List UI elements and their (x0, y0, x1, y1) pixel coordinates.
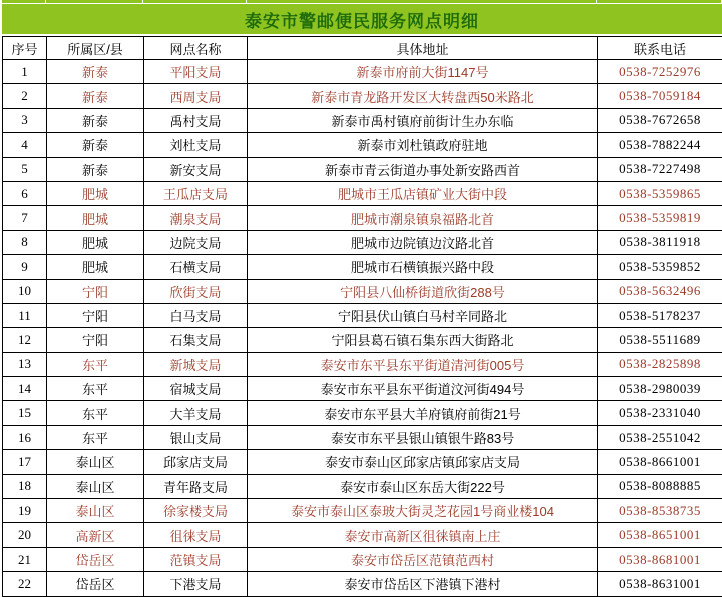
cell-address: 宁阳县伏山镇白马村辛同路北 (248, 303, 598, 327)
cell-district: 宁阳 (47, 303, 144, 327)
cell-district: 新泰 (47, 108, 144, 132)
cell-address: 宁阳县葛石镇石集东西大街路北 (248, 328, 598, 352)
table-row (3, 499, 722, 523)
cell-phone: 0538-5359865 (598, 181, 722, 205)
table-row (3, 206, 722, 230)
cell-phone: 0538-8661001 (598, 450, 722, 474)
cell-branch: 新安支局 (144, 157, 248, 181)
cell-address: 泰安市岱岳区范镇范西村 (248, 547, 598, 571)
cell-phone: 0538-5178237 (598, 303, 722, 327)
cell-address: 肥城市王瓜店镇矿业大街中段 (248, 181, 598, 205)
cell-district: 新泰 (47, 157, 144, 181)
cell-address: 新泰市府前大街1147号 (248, 60, 598, 84)
cell-branch: 青年路支局 (144, 474, 248, 498)
table-row (3, 547, 722, 571)
cell-branch: 下港支局 (144, 572, 248, 596)
cell-phone: 0538-5359819 (598, 206, 722, 230)
table-row (3, 108, 722, 132)
cell-phone: 0538-2980039 (598, 377, 722, 401)
cell-phone: 0538-2825898 (598, 352, 722, 376)
cell-no: 3 (3, 108, 47, 132)
table-row (3, 60, 722, 84)
cell-no: 11 (3, 303, 47, 327)
cell-no: 2 (3, 84, 47, 108)
cell-address: 宁阳县八仙桥街道欣街288号 (248, 279, 598, 303)
table-header (3, 37, 722, 60)
cell-no: 13 (3, 352, 47, 376)
strip-segment (46, 0, 142, 3)
cell-address: 泰安市泰山区邱家店镇邱家店支局 (248, 450, 598, 474)
cell-phone: 0538-7882244 (598, 133, 722, 157)
cell-phone: 0538-8088885 (598, 474, 722, 498)
cell-address: 肥城市石横镇振兴路中段 (248, 255, 598, 279)
table-body (3, 60, 722, 597)
cell-district: 东平 (47, 352, 144, 376)
cell-no: 17 (3, 450, 47, 474)
cell-phone: 0538-5511689 (598, 328, 722, 352)
cell-district: 肥城 (47, 181, 144, 205)
column-header-phone: 联系电话 (598, 37, 722, 60)
header-row (3, 37, 722, 60)
strip-segment (143, 0, 246, 3)
cell-branch: 西周支局 (144, 84, 248, 108)
cell-address: 泰安市泰山区泰玻大街灵芝花园1号商业楼104 (248, 499, 598, 523)
table-row (3, 84, 722, 108)
cell-address: 新泰市禹村镇府前街计生办东临 (248, 108, 598, 132)
cell-district: 肥城 (47, 230, 144, 254)
cell-district: 岱岳区 (47, 547, 144, 571)
cell-branch: 徂徕支局 (144, 523, 248, 547)
strip-segment (247, 0, 596, 3)
cell-phone: 0538-8681001 (598, 547, 722, 571)
cell-district: 新泰 (47, 60, 144, 84)
cell-branch: 宿城支局 (144, 377, 248, 401)
table-row (3, 303, 722, 327)
cell-no: 15 (3, 401, 47, 425)
cell-branch: 刘杜支局 (144, 133, 248, 157)
cell-district: 东平 (47, 401, 144, 425)
cell-no: 1 (3, 60, 47, 84)
cell-branch: 王瓜店支局 (144, 181, 248, 205)
cell-phone: 0538-5632496 (598, 279, 722, 303)
table-row (3, 157, 722, 181)
cell-district: 新泰 (47, 84, 144, 108)
cell-address: 泰安市东平县大羊府镇府前街21号 (248, 401, 598, 425)
column-header-address: 具体地址 (248, 37, 598, 60)
cell-no: 21 (3, 547, 47, 571)
table-row (3, 401, 722, 425)
cell-branch: 欣街支局 (144, 279, 248, 303)
column-header-no: 序号 (3, 37, 47, 60)
table-row (3, 474, 722, 498)
cell-phone: 0538-7227498 (598, 157, 722, 181)
cell-no: 9 (3, 255, 47, 279)
cell-district: 泰山区 (47, 474, 144, 498)
cell-phone: 0538-7059184 (598, 84, 722, 108)
cell-phone: 0538-8631001 (598, 572, 722, 596)
page-title: 泰安市警邮便民服务网点明细 (245, 11, 479, 31)
cell-phone: 0538-8538735 (598, 499, 722, 523)
cell-district: 东平 (47, 425, 144, 449)
cell-phone: 0538-2551042 (598, 425, 722, 449)
table-row (3, 133, 722, 157)
cell-branch: 石横支局 (144, 255, 248, 279)
cell-phone: 0538-5359852 (598, 255, 722, 279)
cell-no: 16 (3, 425, 47, 449)
cropped-row-strip (2, 0, 722, 3)
cell-phone: 0538-7252976 (598, 60, 722, 84)
cell-no: 20 (3, 523, 47, 547)
table-row (3, 230, 722, 254)
cell-no: 6 (3, 181, 47, 205)
cell-branch: 平阳支局 (144, 60, 248, 84)
cell-district: 肥城 (47, 255, 144, 279)
cell-no: 4 (3, 133, 47, 157)
cell-no: 18 (3, 474, 47, 498)
table-row (3, 279, 722, 303)
cell-no: 14 (3, 377, 47, 401)
cell-branch: 石集支局 (144, 328, 248, 352)
cell-address: 泰安市东平县银山镇银牛路83号 (248, 425, 598, 449)
cell-district: 东平 (47, 377, 144, 401)
table-row (3, 572, 722, 596)
table-row (3, 255, 722, 279)
cell-branch: 邱家店支局 (144, 450, 248, 474)
cell-district: 宁阳 (47, 279, 144, 303)
cell-branch: 白马支局 (144, 303, 248, 327)
cell-address: 泰安市东平县东平街道汶河街494号 (248, 377, 598, 401)
cell-no: 7 (3, 206, 47, 230)
table-row (3, 377, 722, 401)
cell-no: 8 (3, 230, 47, 254)
cell-branch: 新城支局 (144, 352, 248, 376)
cell-address: 泰安市岱岳区下港镇下港村 (248, 572, 598, 596)
cell-no: 12 (3, 328, 47, 352)
cell-district: 新泰 (47, 133, 144, 157)
table-row (3, 328, 722, 352)
cell-branch: 徐家楼支局 (144, 499, 248, 523)
cell-address: 新泰市青龙路开发区大转盘西50米路北 (248, 84, 598, 108)
cell-phone: 0538-3811918 (598, 230, 722, 254)
cell-branch: 边院支局 (144, 230, 248, 254)
strip-segment (2, 0, 45, 3)
cell-no: 10 (3, 279, 47, 303)
cell-branch: 范镇支局 (144, 547, 248, 571)
cell-district: 宁阳 (47, 328, 144, 352)
cell-phone: 0538-7672658 (598, 108, 722, 132)
service-points-table (2, 36, 722, 597)
cell-district: 泰山区 (47, 499, 144, 523)
table-row (3, 450, 722, 474)
cell-district: 肥城 (47, 206, 144, 230)
cell-address: 泰安市高新区徂徕镇南上庄 (248, 523, 598, 547)
cell-no: 5 (3, 157, 47, 181)
cell-address: 泰安市泰山区东岳大街222号 (248, 474, 598, 498)
cell-district: 岱岳区 (47, 572, 144, 596)
cell-phone: 0538-8651001 (598, 523, 722, 547)
strip-segment (597, 0, 721, 3)
table-title-bar (2, 4, 722, 34)
cell-no: 22 (3, 572, 47, 596)
table-row (3, 352, 722, 376)
table-row (3, 181, 722, 205)
cell-branch: 潮泉支局 (144, 206, 248, 230)
cell-district: 高新区 (47, 523, 144, 547)
cell-branch: 大羊支局 (144, 401, 248, 425)
column-header-district: 所属区/县 (47, 37, 144, 60)
table-row (3, 425, 722, 449)
cell-address: 泰安市东平县东平街道清河街005号 (248, 352, 598, 376)
cell-branch: 银山支局 (144, 425, 248, 449)
cell-address: 新泰市青云街道办事处新安路西首 (248, 157, 598, 181)
cell-address: 新泰市刘杜镇政府驻地 (248, 133, 598, 157)
cell-district: 泰山区 (47, 450, 144, 474)
table-row (3, 523, 722, 547)
cell-branch: 禹村支局 (144, 108, 248, 132)
column-header-branch: 网点名称 (144, 37, 248, 60)
cell-address: 肥城市边院镇边汶路北首 (248, 230, 598, 254)
cell-address: 肥城市潮泉镇泉福路北首 (248, 206, 598, 230)
cell-no: 19 (3, 499, 47, 523)
cell-phone: 0538-2331040 (598, 401, 722, 425)
